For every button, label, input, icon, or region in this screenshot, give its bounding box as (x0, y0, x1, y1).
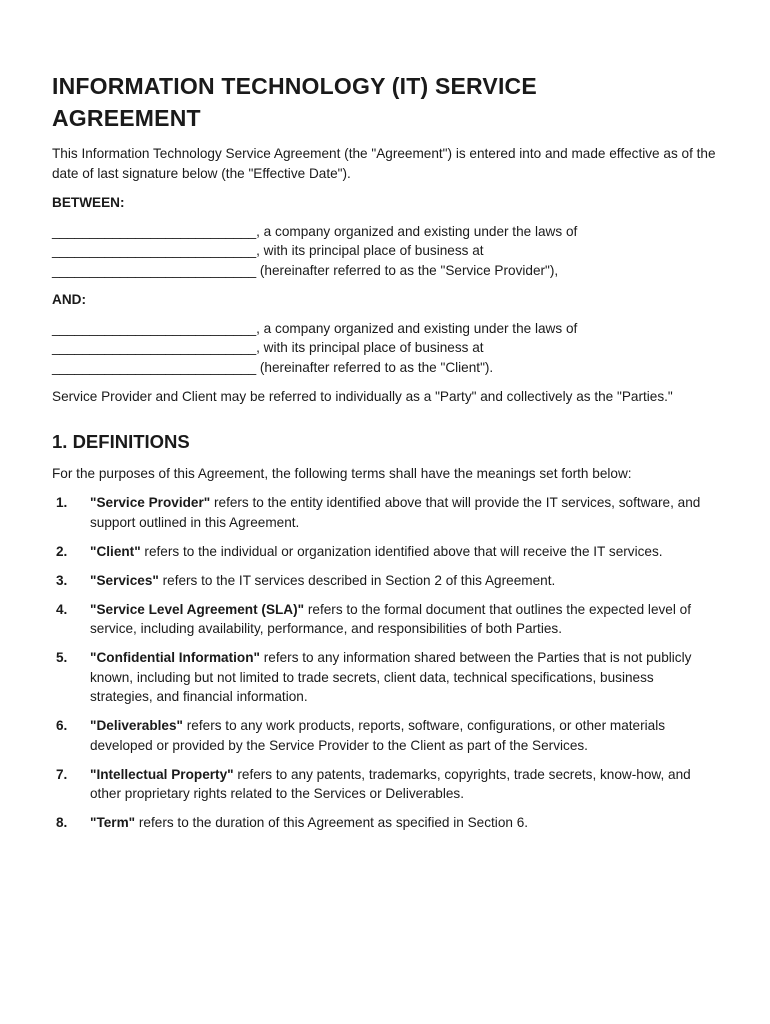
list-item (52, 571, 718, 591)
item-body (90, 765, 718, 804)
term-definition: refers to the formal document that outlines the expected level of service, including availability, performance, and responsibilities of both Parties. (90, 601, 691, 636)
item-body (90, 542, 718, 562)
list-item (52, 813, 718, 833)
document-title: INFORMATION TECHNOLOGY (IT) SERVICE AGREEMENT (52, 73, 537, 131)
item-number: 7. (56, 766, 68, 782)
list-item (52, 648, 718, 707)
term-definition: refers to any patents, trademarks, copyrights, trade secrets, know-how, and other proprietary rights related to the Services or Deliverables. (90, 766, 691, 801)
definitions-intro: For the purposes of this Agreement, the following terms shall have the meanings set forth below: (52, 465, 632, 481)
defined-term: "Client" (90, 543, 141, 559)
item-number: 8. (56, 815, 68, 830)
term-definition: refers to the duration of this Agreement as specified in Section 6. (135, 815, 529, 830)
term-definition: refers to the individual or organization identified above that will receive the IT services. (140, 543, 663, 559)
item-number: 5. (56, 650, 68, 665)
list-item (52, 600, 718, 639)
list-item (52, 765, 718, 804)
item-number: 3. (56, 572, 68, 588)
list-item (52, 716, 718, 755)
defined-term: "Service Provider" (90, 495, 211, 510)
item-body (90, 716, 718, 755)
and-label: AND: (52, 292, 86, 307)
list-item (52, 542, 718, 562)
term-definition: refers to the entity identified above that will provide the IT services, software, and support outlined in this Agreement. (90, 495, 701, 530)
item-number: 2. (56, 543, 68, 559)
defined-term: "Deliverables" (90, 718, 183, 733)
item-body (90, 813, 718, 833)
item-body (90, 571, 718, 591)
provider-line: ___________________________, with its principal place of business at (52, 243, 484, 258)
client-block (52, 319, 718, 378)
item-body (90, 493, 718, 532)
client-line: ___________________________ (hereinafter referred to as the "Client"). (52, 359, 494, 375)
defined-term: "Service Level Agreement (SLA)" (90, 601, 305, 617)
item-number: 6. (56, 718, 68, 733)
between-label: BETWEEN: (52, 195, 125, 210)
term-definition: refers to any work products, reports, software, configurations, or other materials developed or provided by the Service Provider to the Client as part of the Services. (90, 718, 666, 753)
term-definition: refers to any information shared between the Parties that is not publicly known, including but not limited to trade secrets, client data, technical specifications, business strategies, and financial information. (90, 650, 692, 704)
list-item (52, 493, 718, 532)
defined-term: "Confidential Information" (90, 650, 260, 665)
defined-term: "Services" (90, 572, 159, 588)
client-line: ___________________________, with its principal place of business at (52, 340, 484, 355)
provider-line: ___________________________ (hereinafter referred to as the "Service Provider"), (52, 262, 559, 278)
service-provider-block (52, 222, 718, 281)
parties-paragraph: Service Provider and Client may be referred to individually as a "Party" and collectively as the "Parties." (52, 389, 673, 404)
provider-line: ___________________________, a company organized and existing under the laws of (52, 223, 578, 239)
client-line: ___________________________, a company organized and existing under the laws of (52, 320, 578, 336)
intro-paragraph: This Information Technology Service Agreement (the "Agreement") is entered into and made effective as of the date of last signature below (the "Effective Date"). (52, 146, 716, 181)
section-heading-definitions: 1. DEFINITIONS (52, 430, 190, 452)
item-body (90, 600, 718, 639)
item-number: 1. (56, 495, 68, 510)
term-definition: refers to the IT services described in Section 2 of this Agreement. (158, 572, 556, 588)
item-number: 4. (56, 601, 68, 617)
defined-term: "Term" (90, 815, 136, 830)
defined-term: "Intellectual Property" (90, 766, 234, 782)
item-body (90, 648, 718, 707)
definitions-list (52, 493, 718, 833)
